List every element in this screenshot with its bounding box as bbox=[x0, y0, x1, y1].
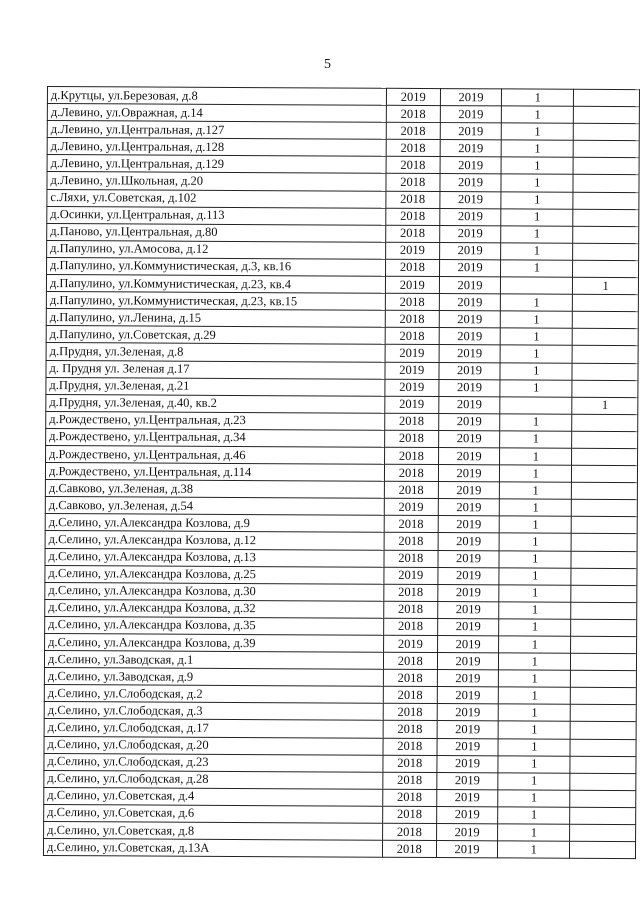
count-cell: 1 bbox=[501, 106, 573, 123]
year-start-cell: 2018 bbox=[383, 755, 437, 772]
address-cell: д.Рождествено, ул.Центральная, д.23 bbox=[46, 411, 385, 430]
address-cell: д.Прудня, ул.Зеленая, д.40, кв.2 bbox=[46, 394, 385, 413]
count-cell: 1 bbox=[500, 311, 572, 328]
year-start-cell: 2019 bbox=[384, 396, 438, 413]
count-extra-cell bbox=[574, 89, 640, 106]
count-cell: 1 bbox=[498, 721, 570, 738]
year-start-cell: 2018 bbox=[385, 191, 439, 208]
year-end-cell: 2019 bbox=[439, 430, 500, 447]
count-cell: 1 bbox=[498, 704, 570, 721]
year-end-cell: 2019 bbox=[440, 225, 501, 242]
count-extra-cell bbox=[570, 739, 636, 756]
year-start-cell: 2018 bbox=[384, 464, 438, 481]
address-cell: д. Прудня ул. Зеленая д.17 bbox=[46, 360, 385, 379]
count-extra-cell bbox=[570, 790, 636, 807]
count-cell: 1 bbox=[501, 123, 573, 140]
address-cell: д.Селино, ул.Слободская, д.20 bbox=[44, 736, 383, 755]
year-end-cell: 2019 bbox=[440, 242, 501, 259]
year-start-cell: 2018 bbox=[386, 140, 440, 157]
count-extra-cell bbox=[572, 448, 638, 465]
year-start-cell: 2019 bbox=[383, 635, 437, 652]
address-table bbox=[43, 86, 640, 859]
address-cell: д.Прудня, ул.Зеленая, д.21 bbox=[46, 377, 385, 396]
year-end-cell: 2019 bbox=[439, 311, 500, 328]
count-extra-cell bbox=[571, 568, 637, 585]
year-end-cell: 2019 bbox=[440, 106, 501, 123]
address-cell: д.Селино, ул.Александра Козлова, д.32 bbox=[45, 599, 384, 618]
year-end-cell: 2019 bbox=[438, 567, 499, 584]
count-extra-cell bbox=[571, 551, 637, 568]
year-end-cell: 2019 bbox=[437, 755, 498, 772]
count-cell: 1 bbox=[499, 516, 571, 533]
count-cell: 1 bbox=[499, 482, 571, 499]
year-end-cell: 2019 bbox=[438, 482, 499, 499]
year-end-cell: 2019 bbox=[438, 618, 499, 635]
year-start-cell: 2018 bbox=[383, 584, 437, 601]
year-end-cell: 2019 bbox=[437, 824, 498, 841]
count-extra-cell bbox=[573, 311, 639, 328]
count-cell: 1 bbox=[501, 157, 573, 174]
count-extra-cell bbox=[570, 824, 636, 841]
address-cell: д.Левино, ул.Центральная, д.127 bbox=[47, 121, 386, 140]
count-extra-cell bbox=[572, 534, 638, 551]
count-cell: 1 bbox=[501, 191, 573, 208]
count-extra-cell bbox=[571, 585, 637, 602]
count-cell: 1 bbox=[498, 687, 570, 704]
address-cell: д.Папулино, ул.Коммунистическая, д.23, кв.15 bbox=[46, 292, 385, 311]
count-cell: 1 bbox=[499, 619, 571, 636]
year-end-cell: 2019 bbox=[436, 841, 497, 858]
count-extra-cell bbox=[572, 380, 638, 397]
address-cell: д.Паново, ул.Центральная, д.80 bbox=[47, 223, 386, 242]
count-extra-cell bbox=[572, 465, 638, 482]
address-cell: д.Рождествено, ул.Центральная, д.34 bbox=[46, 428, 385, 447]
count-cell: 1 bbox=[500, 328, 572, 345]
count-cell: 1 bbox=[501, 243, 573, 260]
year-start-cell: 2018 bbox=[385, 208, 439, 225]
count-cell: 1 bbox=[501, 209, 573, 226]
year-end-cell: 2019 bbox=[438, 533, 499, 550]
year-start-cell: 2018 bbox=[383, 601, 437, 618]
count-cell bbox=[501, 277, 573, 294]
address-cell: с.Ляхи, ул.Советская, д.102 bbox=[47, 189, 386, 208]
year-end-cell: 2019 bbox=[437, 738, 498, 755]
address-cell: д.Папулино, ул.Ленина, д.15 bbox=[46, 309, 385, 328]
count-extra-cell bbox=[573, 260, 639, 277]
year-start-cell: 2019 bbox=[385, 362, 439, 379]
count-cell: 1 bbox=[500, 465, 572, 482]
table-body bbox=[43, 87, 639, 859]
year-end-cell: 2019 bbox=[438, 465, 499, 482]
address-cell: д.Левино, ул.Овражная, д.14 bbox=[47, 104, 386, 123]
year-end-cell: 2019 bbox=[439, 362, 500, 379]
count-cell: 1 bbox=[501, 226, 573, 243]
count-cell: 1 bbox=[500, 379, 572, 396]
year-start-cell: 2018 bbox=[386, 174, 440, 191]
count-extra-cell bbox=[572, 414, 638, 431]
count-extra-cell bbox=[572, 500, 638, 517]
count-cell: 1 bbox=[500, 362, 572, 379]
year-start-cell: 2018 bbox=[383, 721, 437, 738]
year-start-cell: 2019 bbox=[385, 276, 439, 293]
year-end-cell: 2019 bbox=[437, 704, 498, 721]
year-end-cell: 2019 bbox=[439, 294, 500, 311]
count-cell: 1 bbox=[501, 260, 573, 277]
year-start-cell: 2018 bbox=[382, 840, 436, 857]
address-cell: д.Селино, ул.Александра Козлова, д.25 bbox=[45, 565, 384, 584]
count-cell: 1 bbox=[501, 174, 573, 191]
count-extra-cell bbox=[571, 619, 637, 636]
year-start-cell: 2018 bbox=[385, 259, 439, 276]
count-cell: 1 bbox=[500, 414, 572, 431]
year-end-cell: 2019 bbox=[439, 277, 500, 294]
address-cell: д.Левино, ул.Центральная, д.129 bbox=[47, 155, 386, 174]
address-cell: д.Папулино, ул.Амосова, д.12 bbox=[47, 240, 386, 259]
address-cell: д.Левино, ул.Школьная, д.20 bbox=[47, 172, 386, 191]
address-cell: д.Рождествено, ул.Центральная, д.114 bbox=[45, 463, 384, 482]
count-extra-cell bbox=[573, 243, 639, 260]
count-extra-cell: 1 bbox=[572, 397, 638, 414]
year-start-cell: 2019 bbox=[386, 88, 440, 105]
address-cell: д.Савково, ул.Зеленая, д.38 bbox=[45, 480, 384, 499]
count-extra-cell bbox=[573, 294, 639, 311]
year-start-cell: 2018 bbox=[384, 447, 438, 464]
address-cell: д.Селино, ул.Советская, д.13А bbox=[43, 839, 382, 858]
year-start-cell: 2018 bbox=[386, 157, 440, 174]
year-start-cell: 2019 bbox=[385, 345, 439, 362]
address-cell: д.Селино, ул.Слободская, д.23 bbox=[44, 753, 383, 772]
count-extra-cell bbox=[573, 226, 639, 243]
count-cell: 1 bbox=[499, 602, 571, 619]
year-end-cell: 2019 bbox=[440, 89, 501, 106]
address-cell: д.Селино, ул.Заводская, д.9 bbox=[44, 668, 383, 687]
address-cell: д.Селино, ул.Александра Козлова, д.35 bbox=[45, 616, 384, 635]
year-start-cell: 2019 bbox=[384, 567, 438, 584]
address-cell: д.Селино, ул.Александра Козлова, д.39 bbox=[45, 633, 384, 652]
count-extra-cell bbox=[573, 158, 639, 175]
address-cell: д.Савково, ул.Зеленая, д.54 bbox=[45, 497, 384, 516]
count-extra-cell bbox=[573, 209, 639, 226]
count-extra-cell bbox=[571, 705, 637, 722]
year-start-cell: 2018 bbox=[383, 652, 437, 669]
year-start-cell: 2018 bbox=[384, 413, 438, 430]
count-extra-cell bbox=[572, 482, 638, 499]
year-end-cell: 2019 bbox=[437, 772, 498, 789]
address-cell: д.Селино, ул.Советская, д.4 bbox=[44, 787, 383, 806]
count-extra-cell bbox=[571, 670, 637, 687]
address-cell: д.Селино, ул.Александра Козлова, д.12 bbox=[45, 531, 384, 550]
count-cell: 1 bbox=[500, 448, 572, 465]
count-cell: 1 bbox=[499, 653, 571, 670]
year-end-cell: 2019 bbox=[439, 413, 500, 430]
year-end-cell: 2019 bbox=[438, 516, 499, 533]
count-extra-cell bbox=[571, 602, 637, 619]
year-start-cell: 2019 bbox=[384, 499, 438, 516]
year-start-cell: 2018 bbox=[384, 550, 438, 567]
year-end-cell: 2019 bbox=[438, 584, 499, 601]
year-end-cell: 2019 bbox=[439, 328, 500, 345]
year-end-cell: 2019 bbox=[440, 157, 501, 174]
count-extra-cell bbox=[570, 807, 636, 824]
year-end-cell: 2019 bbox=[439, 345, 500, 362]
table-row bbox=[43, 839, 635, 859]
address-cell: д.Селино, ул.Советская, д.8 bbox=[44, 822, 383, 841]
count-cell: 1 bbox=[498, 670, 570, 687]
address-cell: д.Селино, ул.Советская, д.6 bbox=[44, 804, 383, 823]
count-extra-cell bbox=[573, 192, 639, 209]
year-end-cell: 2019 bbox=[438, 550, 499, 567]
year-end-cell: 2019 bbox=[440, 174, 501, 191]
count-extra-cell bbox=[574, 123, 640, 140]
year-end-cell: 2019 bbox=[438, 448, 499, 465]
count-extra-cell bbox=[573, 175, 639, 192]
address-cell: д.Селино, ул.Александра Козлова, д.13 bbox=[45, 548, 384, 567]
count-cell: 1 bbox=[499, 550, 571, 567]
count-extra-cell bbox=[573, 329, 639, 346]
year-start-cell: 2018 bbox=[386, 122, 440, 139]
year-end-cell: 2019 bbox=[437, 806, 498, 823]
year-start-cell: 2018 bbox=[383, 669, 437, 686]
count-extra-cell bbox=[571, 688, 637, 705]
count-cell bbox=[500, 397, 572, 414]
year-start-cell: 2018 bbox=[384, 516, 438, 533]
count-cell: 1 bbox=[499, 499, 571, 516]
count-cell: 1 bbox=[498, 738, 570, 755]
year-end-cell: 2019 bbox=[440, 140, 501, 157]
year-end-cell: 2019 bbox=[439, 379, 500, 396]
year-start-cell: 2018 bbox=[385, 328, 439, 345]
address-cell: д.Селино, ул.Слободская, д.17 bbox=[44, 719, 383, 738]
year-end-cell: 2019 bbox=[437, 789, 498, 806]
year-start-cell: 2018 bbox=[382, 789, 436, 806]
count-extra-cell bbox=[573, 346, 639, 363]
year-end-cell: 2019 bbox=[438, 499, 499, 516]
address-cell: д.Селино, ул.Слободская, д.28 bbox=[44, 770, 383, 789]
year-end-cell: 2019 bbox=[440, 191, 501, 208]
year-end-cell: 2019 bbox=[437, 687, 498, 704]
count-extra-cell bbox=[572, 363, 638, 380]
count-cell: 1 bbox=[500, 294, 572, 311]
year-start-cell: 2019 bbox=[385, 242, 439, 259]
address-cell: д.Селино, ул.Александра Козлова, д.9 bbox=[45, 514, 384, 533]
year-start-cell: 2018 bbox=[382, 772, 436, 789]
address-cell: д.Папулино, ул.Коммунистическая, д.3, кв.16 bbox=[47, 257, 386, 276]
count-cell: 1 bbox=[500, 431, 572, 448]
count-cell: 1 bbox=[499, 567, 571, 584]
address-cell: д.Прудня, ул.Зеленая, д.8 bbox=[46, 343, 385, 362]
address-cell: д.Селино, ул.Слободская, д.3 bbox=[44, 702, 383, 721]
year-start-cell: 2018 bbox=[382, 806, 436, 823]
count-extra-cell bbox=[571, 636, 637, 653]
year-end-cell: 2019 bbox=[439, 259, 500, 276]
count-extra-cell bbox=[570, 773, 636, 790]
address-cell: д.Папулино, ул.Коммунистическая, д.23, кв.4 bbox=[46, 275, 385, 294]
year-end-cell: 2019 bbox=[437, 670, 498, 687]
count-extra-cell bbox=[572, 517, 638, 534]
count-extra-cell: 1 bbox=[573, 277, 639, 294]
count-cell: 1 bbox=[499, 636, 571, 653]
address-cell: д.Осинки, ул.Центральная, д.113 bbox=[47, 206, 386, 225]
year-start-cell: 2019 bbox=[384, 379, 438, 396]
count-extra-cell bbox=[572, 431, 638, 448]
year-end-cell: 2019 bbox=[438, 601, 499, 618]
year-start-cell: 2018 bbox=[382, 823, 436, 840]
year-start-cell: 2018 bbox=[385, 225, 439, 242]
count-cell: 1 bbox=[499, 585, 571, 602]
address-cell: д.Селино, ул.Заводская, д.1 bbox=[44, 651, 383, 670]
count-cell: 1 bbox=[501, 140, 573, 157]
year-start-cell: 2018 bbox=[383, 687, 437, 704]
year-start-cell: 2018 bbox=[383, 704, 437, 721]
year-end-cell: 2019 bbox=[440, 123, 501, 140]
address-cell: д.Папулино, ул.Советская, д.29 bbox=[46, 326, 385, 345]
count-cell: 1 bbox=[498, 756, 570, 773]
count-cell: 1 bbox=[498, 807, 570, 824]
count-extra-cell bbox=[571, 722, 637, 739]
count-extra-cell bbox=[570, 756, 636, 773]
address-cell: д.Левино, ул.Центральная, д.128 bbox=[47, 138, 386, 157]
year-start-cell: 2018 bbox=[384, 481, 438, 498]
year-end-cell: 2019 bbox=[437, 653, 498, 670]
count-extra-cell bbox=[574, 106, 640, 123]
address-cell: д.Селино, ул.Слободская, д.2 bbox=[44, 685, 383, 704]
count-cell: 1 bbox=[502, 89, 574, 106]
count-cell: 1 bbox=[498, 841, 570, 858]
year-start-cell: 2018 bbox=[383, 738, 437, 755]
count-cell: 1 bbox=[498, 824, 570, 841]
year-end-cell: 2019 bbox=[437, 721, 498, 738]
year-start-cell: 2018 bbox=[385, 310, 439, 327]
year-end-cell: 2019 bbox=[438, 636, 499, 653]
count-extra-cell bbox=[570, 841, 636, 858]
count-cell: 1 bbox=[500, 345, 572, 362]
year-start-cell: 2018 bbox=[384, 430, 438, 447]
year-start-cell: 2018 bbox=[385, 293, 439, 310]
count-cell: 1 bbox=[498, 790, 570, 807]
address-cell: д.Рождествено, ул.Центральная, д.46 bbox=[46, 445, 385, 464]
year-start-cell: 2018 bbox=[386, 105, 440, 122]
address-cell: д.Крутцы, ул.Березовая, д.8 bbox=[47, 87, 386, 106]
count-cell: 1 bbox=[499, 533, 571, 550]
count-cell: 1 bbox=[498, 773, 570, 790]
year-end-cell: 2019 bbox=[440, 208, 501, 225]
count-extra-cell bbox=[571, 653, 637, 670]
address-cell: д.Селино, ул.Александра Козлова, д.30 bbox=[45, 582, 384, 601]
year-start-cell: 2018 bbox=[383, 618, 437, 635]
page-number: 5 bbox=[324, 57, 331, 72]
count-extra-cell bbox=[574, 141, 640, 158]
year-start-cell: 2018 bbox=[384, 533, 438, 550]
year-end-cell: 2019 bbox=[439, 396, 500, 413]
